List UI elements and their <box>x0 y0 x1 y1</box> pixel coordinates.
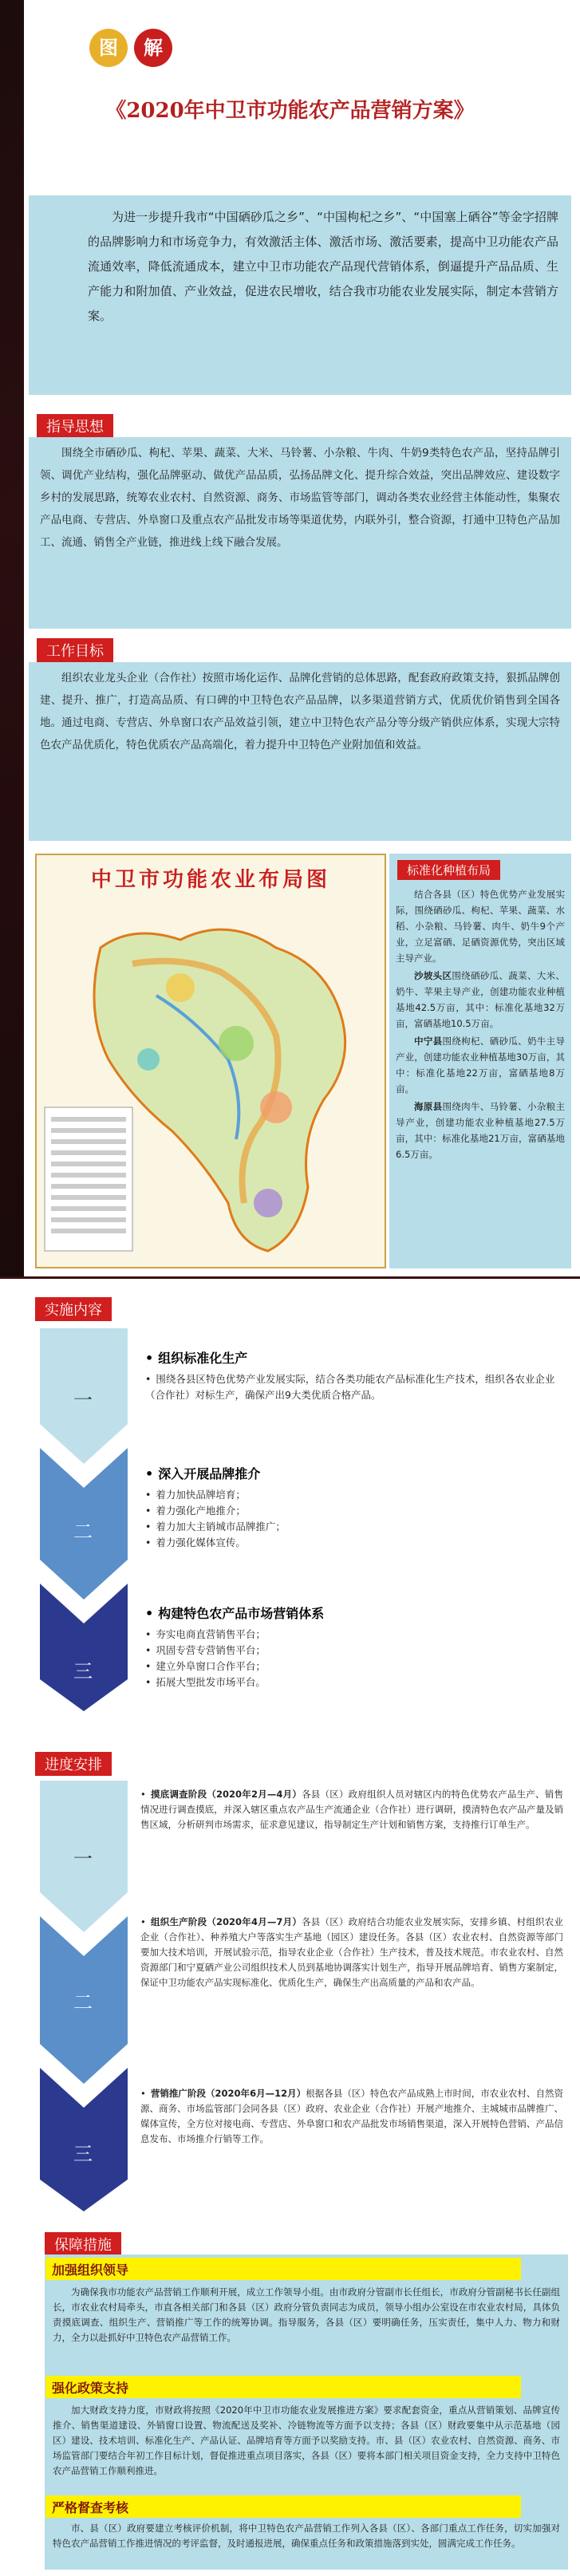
safeguard-text-2: 加大财政支持力度，市财政将按照《2020年中卫市功能农业发展推进方案》要求配套资金，重点从营销策划、品牌宣传推介、销售渠道建设、外销窗口设置、物流配送及奖补、冷链物流等方面予以支持；各县（区）财政要集中从示范基地（园区）建设、技术培训、标准化生产、产品认证、品牌培育等方面予以奖励支持。市、县（区）农业农村、自然资源、商务、市场监管部门要结合年初工作目标计划，督促推进重点项目落实，各县（区）要将本部门相关项目资金支持，全力支持中卫特色农产品营销工作顺利推进。 <box>53 2404 560 2476</box>
section-divider <box>0 1276 580 1279</box>
standard-district-2: 中宁县 <box>414 1036 443 1047</box>
goals-label: 工作目标 <box>37 638 113 662</box>
intro-box <box>29 195 571 395</box>
safeguard-heading-3: 严格督查考核 <box>45 2495 521 2518</box>
schedule-chevron-2: 二 <box>73 1991 93 2014</box>
safeguard-label: 保障措施 <box>45 2232 121 2256</box>
impl-group-1-item: • 围绕各县区特色优势产业发展实际，结合各类功能农产品标准化生产技术，组织各农业企业（合作社）对标生产，确保产出9大类优质合格产品。 <box>145 1371 560 1403</box>
schedule-step-3-heading: 营销推广阶段（2020年6月—12月） <box>150 2088 306 2099</box>
schedule-step-2 <box>140 1915 563 1990</box>
safeguard-heading-2: 强化政策支持 <box>45 2376 521 2398</box>
schedule-step-3 <box>140 2086 563 2147</box>
guiding-box <box>29 437 571 629</box>
schedule-step-1 <box>140 1787 563 1832</box>
schedule-step-2-text: 各县（区）政府结合功能农业发展实际，安排乡镇、村组织农业企业（合作社）、种养殖大户等落实生产基地（园区）建设任务。各县（区）农业农村、自然资源等部门要加大技术培训，开展试验示范，指导农业企业（合作社）生产技术，普及技术规范。市农业农村、自然资源部门和宁夏硒产业公司组织技术人员到基地协调落实计划生产，指导开展品牌培育、销售方案制定，保证中卫功能农产品实现标准化、优质化生产，确保生产出高质量的产品和农产品。 <box>140 1916 563 1988</box>
impl-group-3-item: • 巩固专营专营销售平台； <box>145 1643 560 1659</box>
impl-group-1 <box>145 1348 560 1403</box>
impl-group-3-heading: • 构建特色农产品市场营销体系 <box>145 1604 560 1622</box>
map-frame <box>35 854 386 1268</box>
badge-circle-1: 图 <box>89 29 128 67</box>
standard-text-2: 围绕枸杞、硒砂瓜、奶牛主导产业，创建功能农业种植基地30万亩，其中：标准化基地22万亩，富硒基地8万亩。 <box>396 1036 565 1095</box>
badge-circle-2: 解 <box>134 29 172 67</box>
safeguard-heading-1: 加强组织领导 <box>45 2258 521 2280</box>
impl-group-2-item: • 着力强化产地推介； <box>145 1503 560 1519</box>
standard-intro: 结合各县（区）特色优势产业发展实际，围绕硒砂瓜、枸杞、苹果、蔬菜、水稻、小杂粮、马铃薯、肉牛、奶牛9个产业，立足富硒、足硒资源优势，突出区域主导产业。 <box>396 889 565 964</box>
map-graphic <box>37 900 385 1267</box>
impl-group-1-heading: • 组织标准化生产 <box>145 1348 560 1367</box>
impl-group-3-item: • 拓展大型批发市场平台。 <box>145 1675 560 1690</box>
schedule-step-1-heading: 摸底调查阶段（2020年2月—4月） <box>150 1789 302 1800</box>
impl-label: 实施内容 <box>35 1297 112 1321</box>
impl-group-3 <box>145 1604 560 1690</box>
impl-group-3-item: • 夯实电商直营销售平台； <box>145 1627 560 1643</box>
impl-group-2-heading: • 深入开展品牌推介 <box>145 1464 560 1482</box>
schedule-chevron-3: 三 <box>73 2143 93 2165</box>
standard-label: 标准化种植布局 <box>397 860 500 880</box>
schedule-step-3-text: 根据各县（区）特色农产品成熟上市时间，市农业农村、自然资源、商务、市场监管部门会同各县（区）政府、农业企业（合作社）开展产地推介、主城城市品牌推广、媒体宣传，全方位对接电商、专营店、外阜窗口和农产品批发市场销售渠道，深入开展特色营销、产品信息发布、市场推介行销等工作。 <box>140 2088 563 2144</box>
standard-district-3: 海原县 <box>414 1101 443 1112</box>
schedule-chevron-1: 一 <box>73 1848 93 1870</box>
standard-text-3: 围绕肉牛、马铃薯、小杂粮主导产业，创建功能农业种植基地27.5万亩，其中：标准化基地21万亩，富硒基地6.5万亩。 <box>396 1101 565 1160</box>
guiding-label: 指导思想 <box>37 414 113 438</box>
schedule-step-1-text: 各县（区）政府组织人员对辖区内的特色优势农产品生产、销售情况进行调查摸底，并深入辖区重点农产品生产流通企业（合作社）进行调研，摸清特色农产品产量及销售区域，分析研判市场需求，征求意见建议，指导制定生产计划和销售方案，支持推行订单生产。 <box>140 1789 563 1830</box>
impl-chevron-1: 一 <box>73 1389 93 1411</box>
safeguard-text-1: 为确保我市功能农产品营销工作顺利开展，成立工作领导小组。由市政府分管副市长任组长，市政府分管副秘书长任副组长，市农业农村局牵头，市直各相关部门和各县（区）政府分管负责同志为成员，领导小组办公室设在市农业农村局，具体负责摸底调查、组织生产、营销推广等工作的统筹协调。指导服务，各县（区）要明确任务，压实责任，集中人力、物力和财力，全力以赴抓好中卫特色农产品营销工作。 <box>53 2286 560 2343</box>
goals-box <box>29 662 571 841</box>
impl-group-2-item: • 着力强化媒体宣传。 <box>145 1535 560 1551</box>
impl-group-2 <box>145 1464 560 1551</box>
intro-text: 为进一步提升我市“中国硒砂瓜之乡”、“中国枸杞之乡”、“中国塞上硒谷”等金字招牌的品牌影响力和市场竞争力，有效激活主体、激活市场、激活要素，提高中卫功能农产品流通效率，降低流通成本，建立中卫市功能农产品现代营销体系，倒逼提升产品品质、生产能力和附加值、产业效益，促进农民增收，结合我市功能农业发展实际，制定本营销方案。 <box>88 210 558 323</box>
schedule-step-2-heading: 组织生产阶段（2020年4月—7月） <box>150 1916 302 1927</box>
standard-text-1: 围绕硒砂瓜、蔬菜、大米、奶牛、苹果主导产业，创建功能农业种植基地42.5万亩，其中：标准化基地32万亩，富硒基地10.5万亩。 <box>396 970 566 1029</box>
map-title: 中卫市功能农业布局图 <box>90 868 330 892</box>
schedule-label: 进度安排 <box>35 1752 112 1776</box>
impl-group-3-item: • 建立外阜窗口合作平台； <box>145 1659 560 1675</box>
left-dark-band <box>0 0 24 1276</box>
safeguard-text-3: 市、县（区）政府要建立考核评价机制，将中卫特色农产品营销工作列入各县（区）、各部门重点工作任务，切实加强对特色农产品营销工作推进情况的考评监督，及时通报进展，确保重点任务和政策措施落到实处，圆满完成工作任务。 <box>53 2523 560 2549</box>
impl-chevron-2: 二 <box>73 1521 93 1543</box>
page-title: 《2020年中卫市功能农产品营销方案》 <box>105 99 475 123</box>
guiding-text: 围绕全市硒砂瓜、枸杞、苹果、蔬菜、大米、马铃薯、小杂粮、牛肉、牛奶9类特色农产品，坚持品牌引领、调优产业结构，强化品牌驱动、做优产品品质，弘扬品牌文化、提升综合效益，突出品牌效应、建设数字乡村的发展思路，统筹农业农村、自然资源、商务、市场监管等部门，调动各类农业经营主体能动性，集聚农产品电商、专营店、外阜窗口及重点农产品批发市场等渠道优势，内联外引，整合资源，打通中卫特色产品加工、流通、销售全产业链，推进线上线下融合发展。 <box>40 447 560 549</box>
goals-text: 组织农业龙头企业（合作社）按照市场化运作、品牌化营销的总体思路，配套政府政策支持，狠抓品牌创建、提升、推广，打造高品质、有口碑的中卫特色农产品品牌，以多渠道营销方式，优质优价销售到全国各地。通过电商、专营店、外阜窗口农产品效益引领，建立中卫特色农产品分等分级产销供应体系，实现大宗特色农产品优质化，特色优质农产品高端化，着力提升中卫特色产业附加值和效益。 <box>40 672 560 751</box>
standard-district-1: 沙坡头区 <box>414 970 452 981</box>
impl-group-2-item: • 着力加大主销城市品牌推广； <box>145 1519 560 1535</box>
standard-box <box>389 854 571 1268</box>
impl-group-2-item: • 着力加快品牌培育； <box>145 1487 560 1503</box>
impl-chevron-3: 三 <box>73 1660 93 1682</box>
